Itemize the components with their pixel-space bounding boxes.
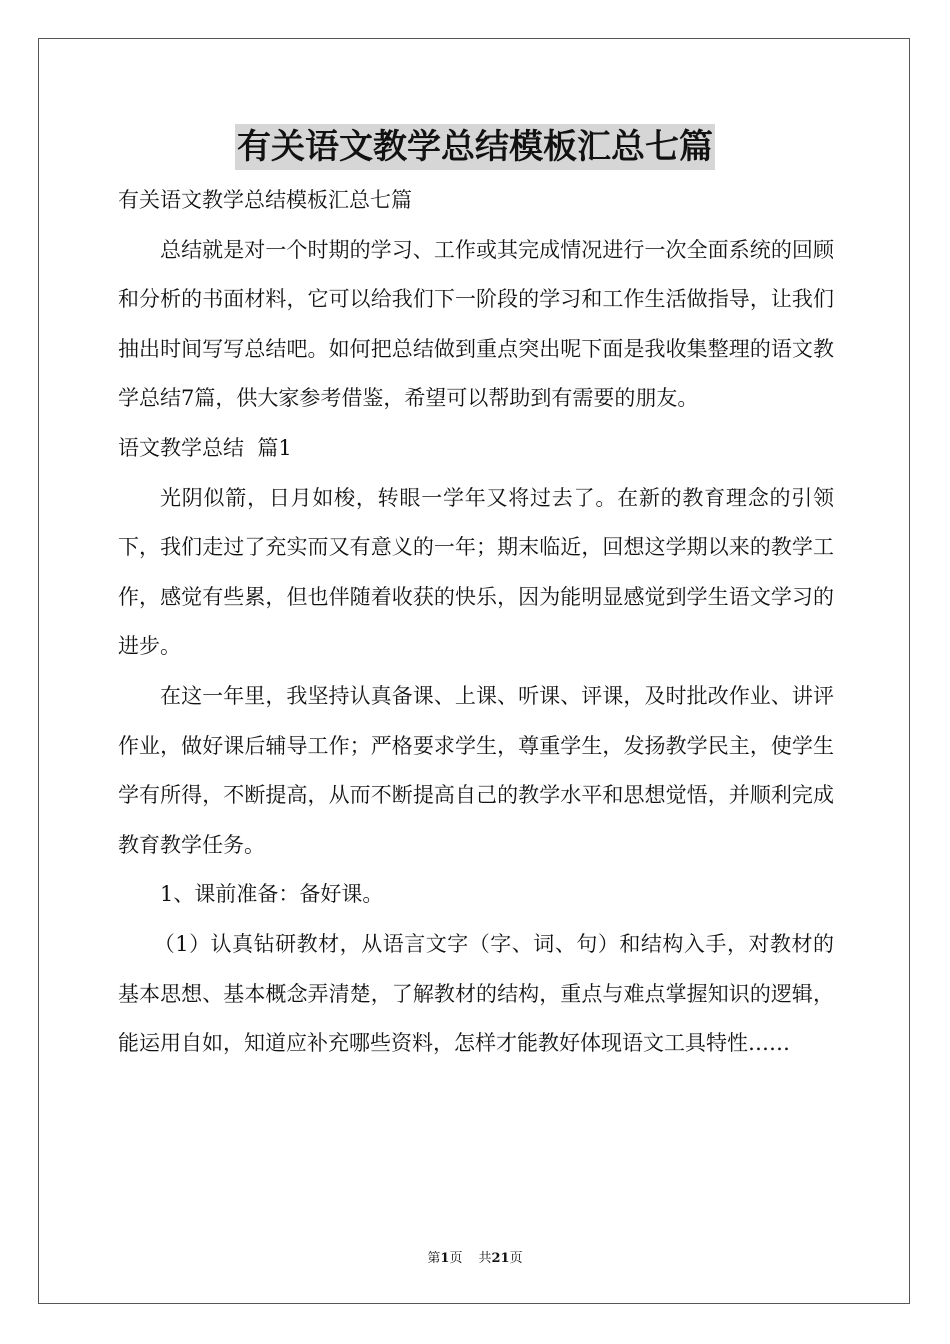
body-paragraph-2: 在这一年里，我坚持认真备课、上课、听课、评课，及时批改作业、讲评作业，做好课后辅导工作；严格要求学生，尊重学生，发扬教学民主，使学生学有所得，不断提高，从而不断提高自己的教学水平和思想觉悟，并顺利完成教育教学任务。 xyxy=(118,683,834,857)
footer-page-prefix: 第 xyxy=(427,1251,441,1266)
list-item-1: 1、课前准备：备好课。 xyxy=(160,882,384,907)
document-body xyxy=(118,176,834,1069)
list-subitem-1: （1）认真钻研教材，从语言文字（字、词、句）和结构入手，对教材的基本思想、基本概念弄清楚，了解教材的结构，重点与难点掌握知识的逻辑，能运用自如，知道应补充哪些资料，怎样才能教好体现语文工具特性…… xyxy=(118,931,834,1056)
footer-total-pages: 21 xyxy=(491,1251,510,1266)
footer-total-prefix: 共 xyxy=(478,1251,492,1266)
footer-page-suffix: 页 xyxy=(449,1251,463,1266)
body-paragraph-1: 光阴似箭，日月如梭，转眼一学年又将过去了。在新的教育理念的引领下，我们走过了充实而又有意义的一年；期末临近，回想这学期以来的教学工作，感觉有些累，但也伴随着收获的快乐，因为能明显感觉到学生语文学习的进步。 xyxy=(118,485,834,659)
section-heading: 语文教学总结 篇1 xyxy=(118,435,292,460)
footer-total-suffix: 页 xyxy=(509,1251,523,1266)
intro-paragraph: 总结就是对一个时期的学习、工作或其完成情况进行一次全面系统的回顾和分析的书面材料，它可以给我们下一阶段的学习和工作生活做指导，让我们抽出时间写写总结吧。如何把总结做到重点突出呢下面是我收集整理的语文教学总结7篇，供大家参考借鉴，希望可以帮助到有需要的朋友。 xyxy=(118,237,834,411)
document-title xyxy=(0,124,950,170)
subtitle-line: 有关语文教学总结模板汇总七篇 xyxy=(118,188,412,212)
document-title-text: 有关语文教学总结模板汇总七篇 xyxy=(235,124,715,170)
page-footer xyxy=(0,1250,950,1268)
footer-page-number: 1 xyxy=(440,1251,450,1266)
